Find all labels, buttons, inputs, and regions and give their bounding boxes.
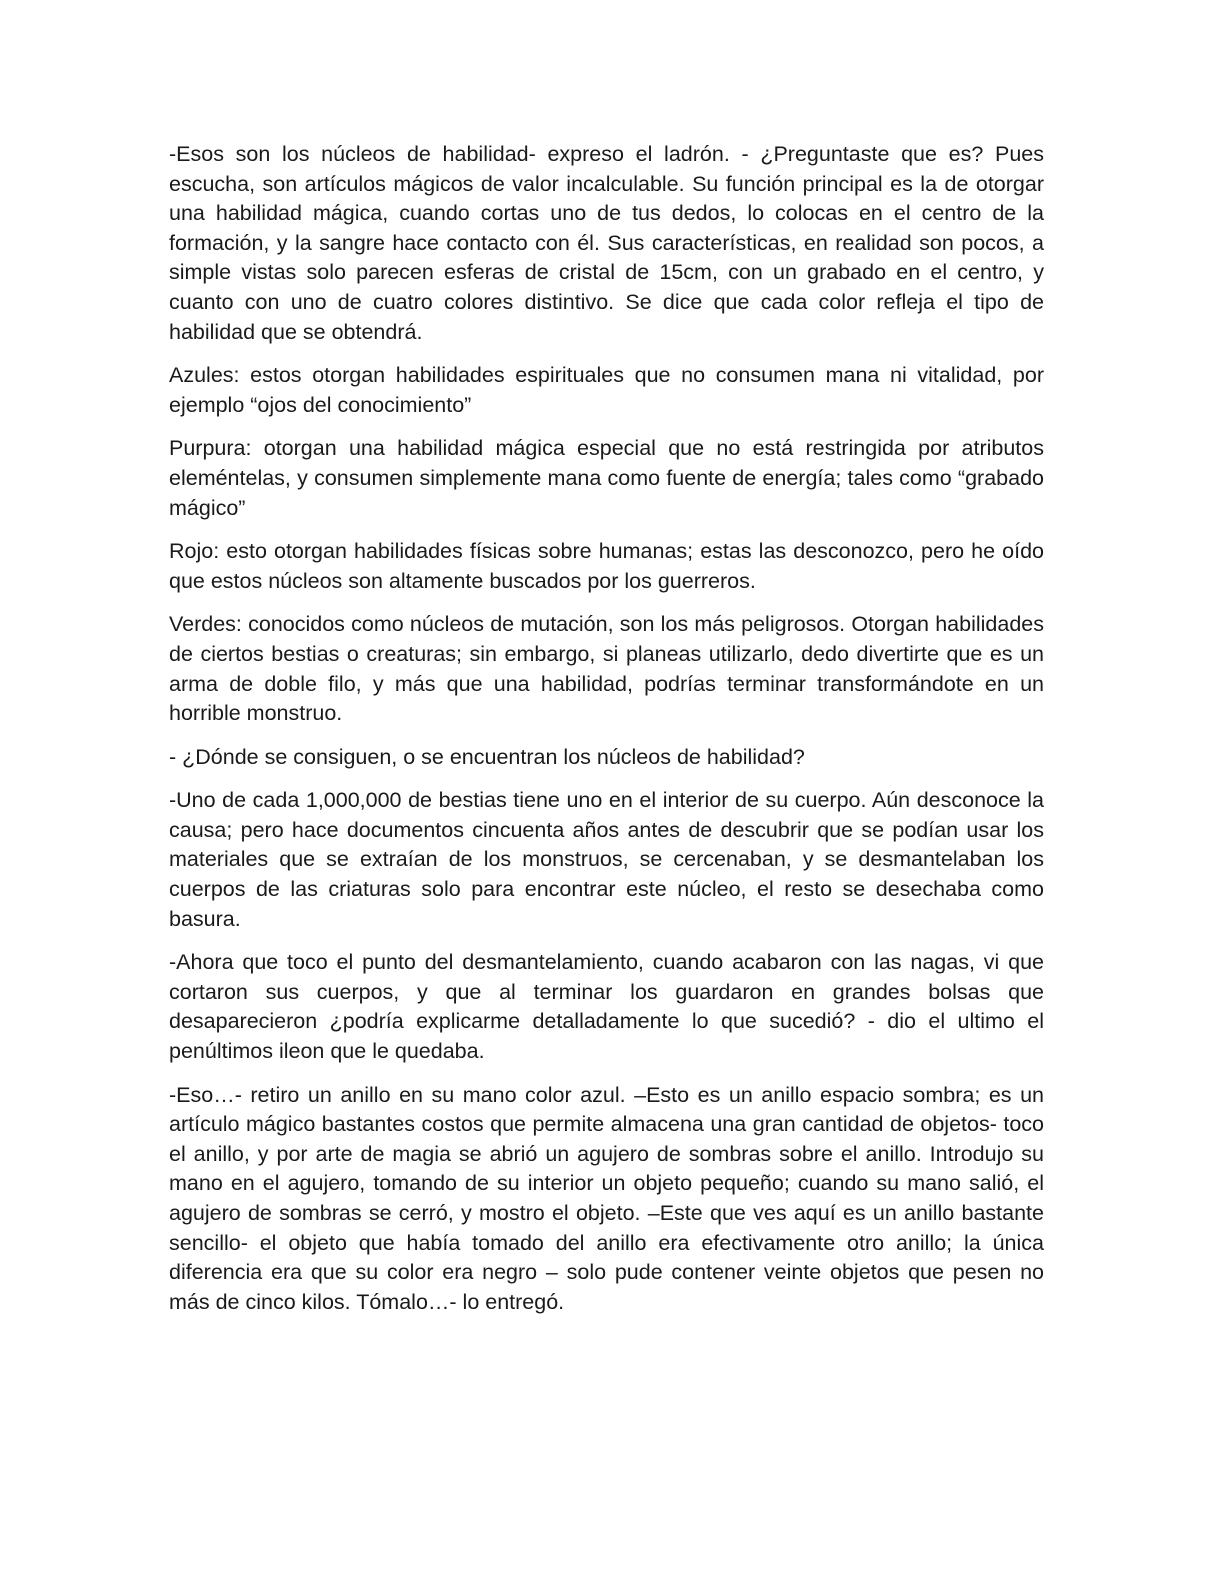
paragraph-question: - ¿Dónde se consiguen, o se encuentran los núcleos de habilidad? bbox=[169, 744, 805, 769]
paragraph-bestias: -Uno de cada 1,000,000 de bestias tiene uno en el interior de su cuerpo. Aún desconoce la causa; pero hace documentos cincuenta años antes de descubrir que se podían usar los materiales que se extraían de los monstruos, se cercenaban, y se desmantelaban los cuerpos de las criaturas solo para encontrar este núcleo, el resto se desechaba como basura. bbox=[169, 788, 1044, 931]
document-body bbox=[169, 140, 1044, 1331]
paragraph-verdes: Verdes: conocidos como núcleos de mutación, son los más peligrosos. Otorgan habilidades de ciertos bestias o creaturas; sin embargo, si planeas utilizarlo, dedo divertirte que es un arma de doble filo, y más que una habilidad, podrías terminar transformándote en un horrible monstruo. bbox=[169, 612, 1044, 726]
paragraph-nucleos-intro: -Esos son los núcleos de habilidad- expreso el ladrón. - ¿Preguntaste que es? Pues escucha, son artículos mágicos de valor incalculable. Su función principal es la de otorgar una habilidad mágica, cuando cortas uno de tus dedos, lo colocas en el centro de la formación, y la sangre hace contacto con él. Sus características, en realidad son pocos, a simple vistas solo parecen esferas de cristal de 15cm, con un grabado en el centro, y cuanto con uno de cuatro colores distintivo. Se dice que cada color refleja el tipo de habilidad que se obtendrá. bbox=[169, 142, 1044, 344]
paragraph-purpura: Purpura: otorgan una habilidad mágica especial que no está restringida por atributos eleméntelas, y consumen simplemente mana como fuente de energía; tales como “grabado mágico” bbox=[169, 436, 1044, 520]
paragraph-desmantelamiento: -Ahora que toco el punto del desmantelamiento, cuando acabaron con las nagas, vi que cortaron sus cuerpos, y que al terminar los guardaron en grandes bolsas que desaparecieron ¿podría explicarme detalladamente lo que sucedió? - dio el ultimo el penúltimos ileon que le quedaba. bbox=[169, 950, 1044, 1064]
paragraph-anillo: -Eso…- retiro un anillo en su mano color azul. –Esto es un anillo espacio sombra; es un artículo mágico bastantes costos que permite almacena una gran cantidad de objetos- toco el anillo, y por arte de magia se abrió un agujero de sombras sobre el anillo. Introdujo su mano en el agujero, tomando de su interior un objeto pequeño; cuando su mano salió, el agujero de sombras se cerró, y mostro el objeto. –Este que ves aquí es un anillo bastante sencillo- el objeto que había tomado del anillo era efectivamente otro anillo; la única diferencia era que su color era negro – solo pude contener veinte objetos que pesen no más de cinco kilos. Tómalo…- lo entregó. bbox=[169, 1082, 1044, 1314]
paragraph-rojo: Rojo: esto otorgan habilidades físicas sobre humanas; estas las desconozco, pero he oído que estos núcleos son altamente buscados por los guerreros. bbox=[169, 539, 1044, 593]
paragraph-azules: Azules: estos otorgan habilidades espirituales que no consumen mana ni vitalidad, por ejemplo “ojos del conocimiento” bbox=[169, 363, 1044, 417]
